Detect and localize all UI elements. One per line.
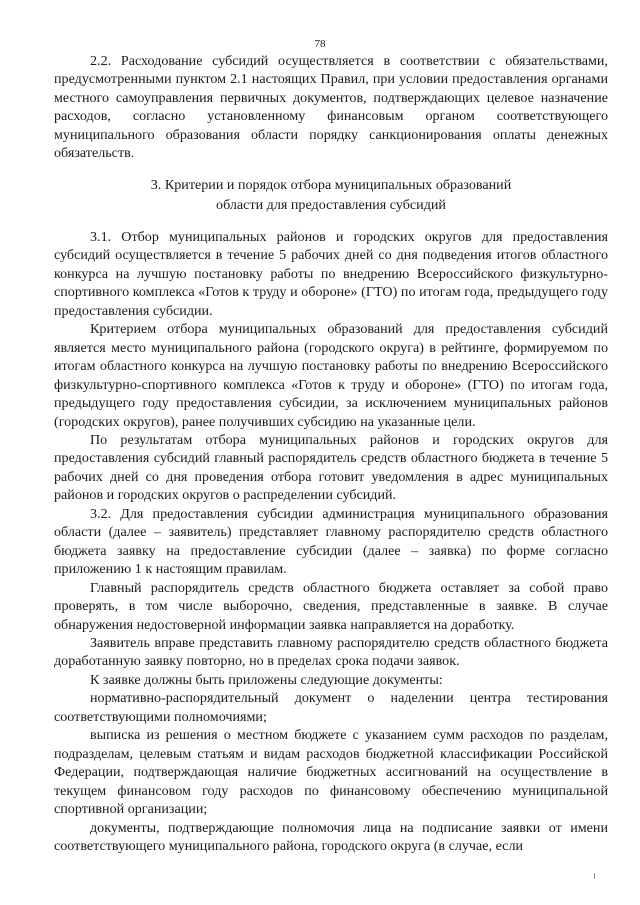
paragraph-attachment-2: выписка из решения о местном бюджете с указанием сумм расходов по разделам, подразделам, целевым статьям и видам расходов бюджетной классификации Российской Федерации, подтверждающая наличие бюджетных ассигнований на осуществление в текущем финансовом году расходов по финансовому обеспечению муниципальной спортивной организации; [54,727,608,818]
paragraph-3-2: 3.2. Для предоставления субсидии администрация муниципального образования области (далее – заявитель) представляет главному распорядителю средств областного бюджета заявку на предоставление субсидии (далее – заявка) по форме согласно приложению 1 к настоящим правилам. [54,505,608,578]
section-heading-line-1: 3. Критерии и порядок отбора муниципальных образований [150,177,512,193]
paragraph-attachments-intro: К заявке должны быть приложены следующие документы: [90,671,443,688]
paragraph-selection-criterion: Критерием отбора муниципальных образований для предоставления субсидий является место муниципального района (городского округа) в рейтинге, формируемом по итогам областного конкурса на лучшую постановку работы по внедрению Всероссийского физкультурно-спортивного комплекса «Готов к труду и обороне» (ГТО) по итогам года, предыдущего году предоставления субсидии, за исключением муниципальных районов (городских округов), ранее получивших субсидию на указанные цели. [54,321,608,430]
paragraph-attachment-1: нормативно-распорядительный документ о наделении центра тестирования соответствующими полномочиями; [54,690,608,725]
page-number: 78 [314,38,326,50]
scan-mark [594,873,595,879]
section-3-body [54,228,608,855]
paragraph-2-2: 2.2. Расходование субсидий осуществляется в соответствии с обязательствами, предусмотренными пунктом 2.1 настоящих Правил, при условии предоставления органами местного самоуправления первичных документов, подтверждающих целевое назначение расходов, согласно установленному финансовым органом соответствующего муниципального образования области порядку санкционирования оплаты денежных обязательств. [54,53,608,162]
paragraph-attachment-3: документы, подтверждающие полномочия лица на подписание заявки от имени соответствующего муниципального района, городского округа (в случае, если [54,819,608,854]
intro-section [54,52,608,163]
section-heading [54,175,608,215]
paragraph-verification: Главный распорядитель средств областного бюджета оставляет за собой право проверять, в том числе выборочно, сведения, представленные в заявке. В случае обнаружения недостоверной информации заявка направляется на доработку. [54,579,608,633]
paragraph-selection-results: По результатам отбора муниципальных районов и городских округов для предоставления субсидий главный распорядитель средств областного бюджета в течение 5 рабочих дней со дня проведения отбора готовит уведомления в адрес муниципальных районов и городских округов о распределении субсидий. [54,431,608,504]
paragraph-3-1: 3.1. Отбор муниципальных районов и городских округов для предоставления субсидий осуществляется в течение 5 рабочих дней со дня подведения итогов областного конкурса на лучшую постановку работы по внедрению Всероссийского физкультурно-спортивного комплекса «Готов к труду и обороне» (ГТО) по итогам года, предыдущего году предоставления субсидии. [54,229,608,319]
section-heading-line-2: области для предоставления субсидий [216,197,446,213]
paragraph-resubmission: Заявитель вправе представить главному распорядителю средств областного бюджета доработанную заявку повторно, но в пределах срока подачи заявок. [54,634,608,670]
